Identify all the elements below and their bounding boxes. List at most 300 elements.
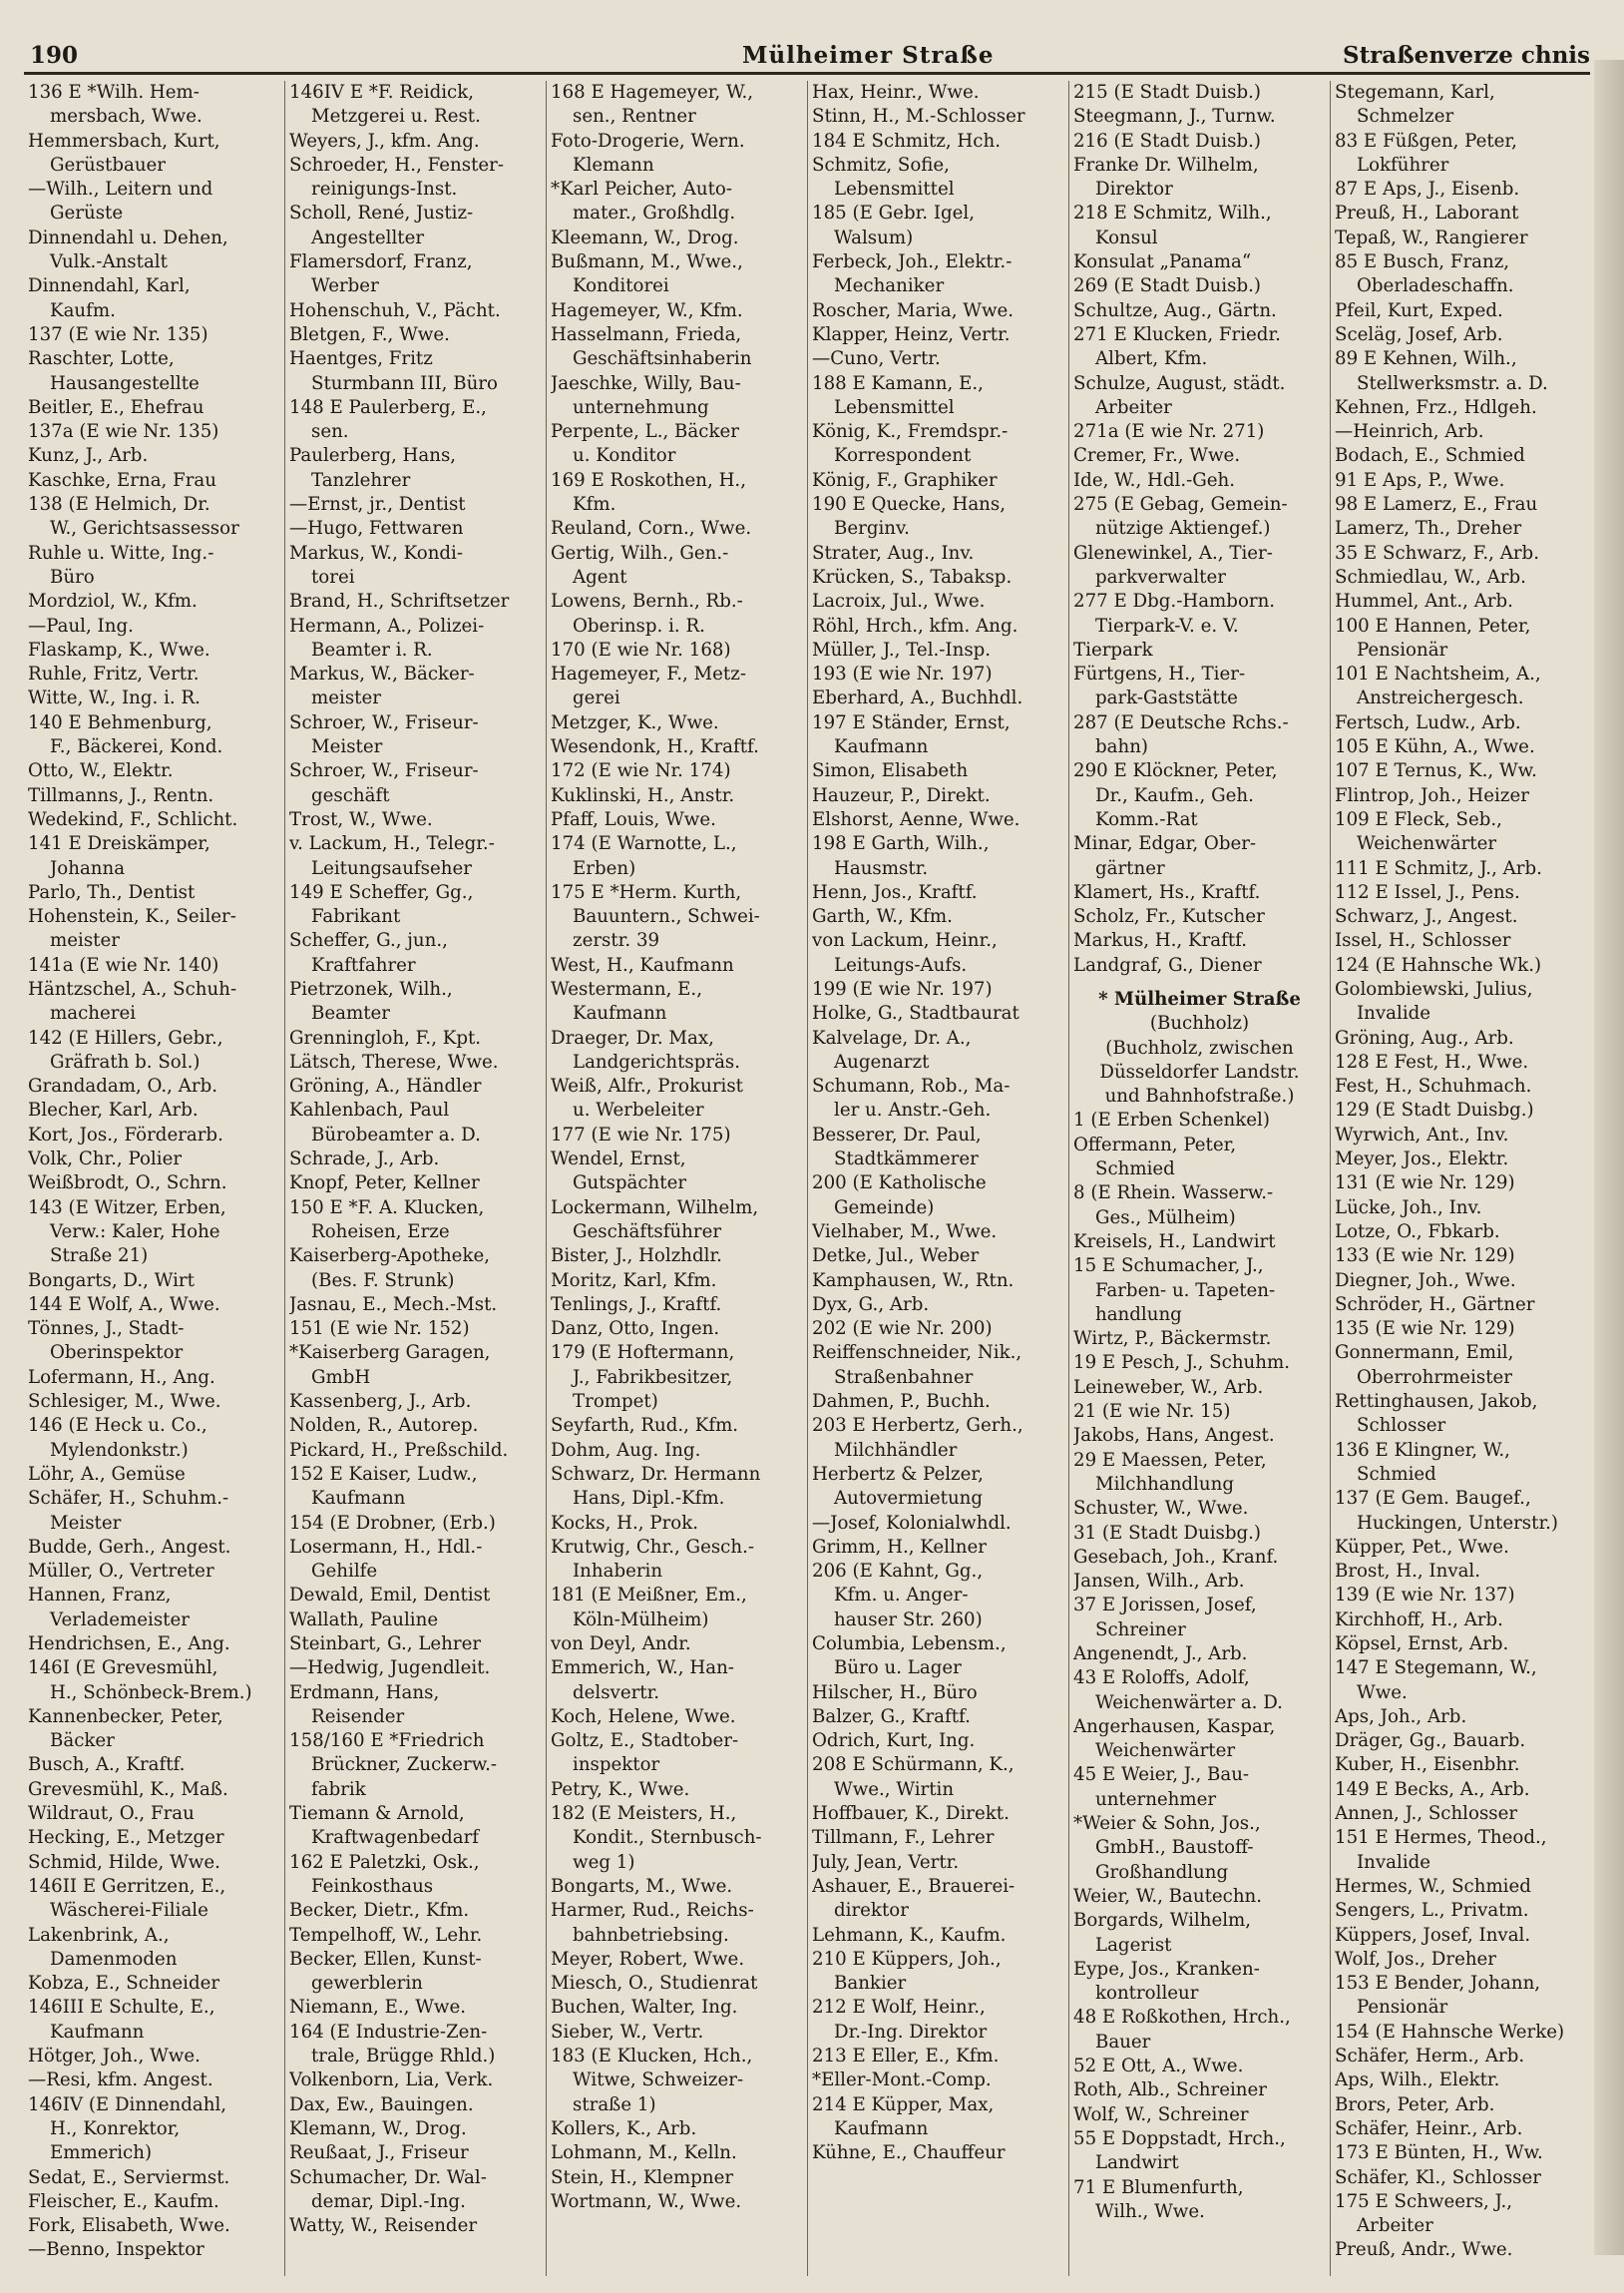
directory-columns [24, 81, 1600, 2276]
directory-entry: Ide, W., Hdl.-Geh. [1073, 469, 1236, 491]
directory-entry: Beamter [311, 1003, 390, 1025]
directory-entry: Lamerz, Th., Dreher [1335, 518, 1522, 540]
directory-entry: Hasselmann, Frieda, [551, 323, 742, 345]
directory-entry: Cremer, Fr., Wwe. [1073, 445, 1241, 467]
directory-entry: Schwarz, Dr. Hermann [551, 1463, 761, 1485]
directory-entry: 271 E Klucken, Friedr. [1073, 323, 1281, 345]
directory-entry: Hemmersbach, Kurt, [28, 130, 220, 152]
directory-entry: Schäfer, H., Schuhm.- [28, 1488, 229, 1510]
directory-entry: Invalide [1357, 1851, 1431, 1873]
directory-entry: Gertig, Wilh., Gen.- [551, 542, 729, 564]
directory-entry: Hausangestellte [50, 372, 200, 394]
directory-entry: Wäscherei-Filiale [50, 1900, 208, 1922]
directory-entry: Konsulat „Panama“ [1073, 251, 1252, 273]
directory-entry: 149 E Becks, A., Arb. [1335, 1778, 1530, 1800]
directory-entry: Lokführer [1357, 154, 1449, 176]
directory-entry: Lockermann, Wilhelm, [551, 1196, 759, 1218]
directory-entry: 8 (E Rhein. Wasserw.- [1073, 1182, 1274, 1204]
directory-entry: Erben) [573, 857, 636, 879]
column-1 [24, 81, 285, 2276]
directory-entry: Schäfer, Kl., Schlosser [1335, 2166, 1541, 2188]
directory-entry: 181 (E Meißner, Em., [551, 1585, 747, 1606]
directory-entry: Glenewinkel, A., Tier- [1073, 542, 1273, 564]
directory-entry: Sceläg, Josef, Arb. [1335, 323, 1503, 345]
directory-entry: Straße 21) [50, 1245, 149, 1267]
directory-entry: Fürtgens, H., Tier- [1073, 664, 1246, 686]
directory-entry: 153 E Bender, Johann, [1335, 1973, 1541, 1995]
directory-entry: 133 (E wie Nr. 129) [1335, 1245, 1515, 1267]
directory-entry: Köpsel, Ernst, Arb. [1335, 1633, 1509, 1654]
directory-entry: Nolden, R., Autorep. [289, 1415, 479, 1437]
directory-entry: 111 E Schmitz, J., Arb. [1335, 857, 1542, 879]
directory-entry: Pietrzonek, Wilh., [289, 978, 453, 1000]
directory-entry: Landwirt [1095, 2152, 1179, 2174]
directory-entry: Bister, J., Holzhdlr. [551, 1245, 722, 1267]
directory-entry: 148 E Paulerberg, E., [289, 396, 487, 418]
directory-entry: Wwe. [1357, 1681, 1408, 1703]
directory-entry: Tempelhoff, W., Lehr. [289, 1924, 483, 1946]
directory-entry: Emmerich, W., Han- [551, 1657, 734, 1679]
directory-entry: Straßenbahner [834, 1366, 974, 1388]
directory-entry: park-Gaststätte [1095, 688, 1238, 709]
directory-entry: Kuber, H., Eisenbhr. [1335, 1754, 1520, 1776]
directory-entry: 37 E Jorissen, Josef, [1073, 1595, 1257, 1616]
directory-entry: ler u. Anstr.-Geh. [834, 1100, 992, 1122]
directory-entry: Bodach, E., Schmied [1335, 445, 1525, 467]
directory-entry: Draeger, Dr. Max, [551, 1027, 714, 1049]
directory-entry: 183 (E Klucken, Hch., [551, 2046, 753, 2067]
directory-entry: Hausmstr. [834, 857, 929, 879]
directory-entry: 112 E Issel, J., Pens. [1335, 881, 1520, 903]
directory-entry: Hagemeyer, W., Kfm. [551, 299, 743, 321]
column-2 [285, 81, 547, 2276]
directory-entry: Wildraut, O., Frau [28, 1803, 195, 1825]
directory-entry: Gemeinde) [834, 1196, 935, 1218]
directory-entry: meister [50, 930, 120, 952]
directory-entry: Henn, Jos., Kraftf. [812, 881, 978, 903]
directory-entry: 287 (E Deutsche Rchs.- [1073, 711, 1289, 733]
directory-entry: König, K., Fremdspr.- [812, 421, 1009, 443]
directory-entry: 269 (E Stadt Duisb.) [1073, 275, 1261, 297]
directory-entry: Schmiedlau, W., Arb. [1335, 566, 1526, 588]
directory-entry: Küppers, Josef, Inval. [1335, 1924, 1531, 1946]
directory-entry: Kfm. [573, 494, 616, 516]
directory-entry: sen. [311, 421, 349, 443]
directory-entry: Fabrikant [311, 906, 401, 928]
directory-entry: 141 E Dreiskämper, [28, 833, 210, 855]
directory-entry: Roth, Alb., Schreiner [1073, 2079, 1267, 2101]
directory-entry: Haentges, Fritz [289, 348, 433, 370]
directory-entry: Seyfarth, Rud., Kfm. [551, 1415, 739, 1437]
directory-entry: 188 E Kamann, E., [812, 372, 984, 394]
directory-entry: Trompet) [573, 1391, 658, 1413]
directory-entry: Aps, Wilh., Elektr. [1335, 2069, 1500, 2091]
directory-entry: Roheisen, Erze [311, 1220, 450, 1242]
directory-entry: GmbH [311, 1366, 371, 1388]
directory-entry: Weißbrodt, O., Schrn. [28, 1172, 227, 1194]
directory-entry: Grandadam, O., Arb. [28, 1076, 218, 1098]
directory-entry: Verw.: Kaler, Hohe [50, 1220, 220, 1242]
directory-entry: Tenlings, J., Kraftf. [551, 1293, 722, 1315]
directory-entry: Reiffenschneider, Nik., [812, 1342, 1022, 1364]
directory-entry: 109 E Fleck, Seb., [1335, 808, 1502, 830]
directory-entry: Jakobs, Hans, Angest. [1073, 1425, 1275, 1447]
directory-entry: Meyer, Robert, Wwe. [551, 1948, 745, 1970]
directory-entry: Mordziol, W., Kfm. [28, 591, 198, 613]
directory-entry: Kreisels, H., Landwirt [1073, 1230, 1276, 1252]
directory-entry: 52 E Ott, A., Wwe. [1073, 2056, 1244, 2077]
directory-entry: Pensionär [1357, 639, 1448, 661]
directory-entry: Raschter, Lotte, [28, 348, 175, 370]
directory-entry: Konsul [1095, 227, 1158, 248]
directory-entry: Schmitz, Sofie, [812, 154, 950, 176]
directory-entry: Kfm. u. Anger- [834, 1585, 969, 1606]
directory-entry: Moritz, Karl, Kfm. [551, 1269, 717, 1291]
directory-entry: Kobza, E., Schneider [28, 1973, 220, 1995]
directory-entry: Grenningloh, F., Kpt. [289, 1027, 482, 1049]
directory-entry: Büro u. Lager [834, 1657, 962, 1679]
directory-entry: 168 E Hagemeyer, W., [551, 82, 754, 103]
directory-entry: Kehnen, Frz., Hdlgeh. [1335, 396, 1537, 418]
directory-entry: 139 (E wie Nr. 137) [1335, 1585, 1515, 1606]
directory-entry: 100 E Hannen, Peter, [1335, 615, 1531, 637]
directory-entry: delsvertr. [573, 1681, 660, 1703]
directory-entry: F., Bäckerei, Kond. [50, 736, 223, 758]
directory-entry: 87 E Aps, J., Eisenb. [1335, 179, 1520, 201]
directory-entry: und Bahnhofstraße.) [1104, 1086, 1295, 1108]
directory-entry: 213 E Eller, E., Kfm. [812, 2046, 1000, 2067]
column-3 [547, 81, 808, 2276]
directory-entry: 147 E Stegemann, W., [1335, 1657, 1537, 1679]
directory-entry: Dinnendahl u. Dehen, [28, 227, 228, 248]
directory-entry: GmbH., Baustoff- [1095, 1837, 1254, 1859]
directory-entry: sen., Rentner [573, 106, 696, 128]
directory-entry: Lebensmittel [834, 179, 955, 201]
directory-entry: Großhandlung [1095, 1861, 1229, 1883]
column-5 [1069, 81, 1331, 2276]
column-6 [1331, 81, 1600, 2276]
directory-entry: 136 E Klingner, W., [1335, 1439, 1510, 1461]
directory-entry: Wortmann, W., Wwe. [551, 2190, 742, 2212]
directory-entry: 144 E Wolf, A., Wwe. [28, 1293, 220, 1315]
directory-entry: Müller, J., Tel.-Insp. [812, 639, 992, 661]
directory-entry: Schroeder, H., Fenster- [289, 154, 504, 176]
directory-entry: Diegner, Joh., Wwe. [1335, 1269, 1516, 1291]
directory-entry: Kahlenbach, Paul [289, 1100, 450, 1122]
directory-entry: Blecher, Karl, Arb. [28, 1100, 199, 1122]
directory-entry: Angestellter [311, 227, 425, 248]
directory-entry: 197 E Ständer, Ernst, [812, 711, 1011, 733]
directory-entry: 193 (E wie Nr. 197) [812, 664, 993, 686]
directory-entry: Miesch, O., Studienrat [551, 1973, 758, 1995]
directory-entry: Fork, Elisabeth, Wwe. [28, 2215, 230, 2237]
directory-entry: 98 E Lamerz, E., Frau [1335, 494, 1538, 516]
directory-entry: Niemann, E., Wwe. [289, 1997, 466, 2019]
directory-entry: Kaufmann [834, 736, 929, 758]
directory-entry: bahnbetriebsing. [573, 1924, 729, 1946]
directory-entry: Metzgerei u. Rest. [311, 106, 481, 128]
directory-entry: Stadtkämmerer [834, 1148, 979, 1170]
directory-entry: Kühne, E., Chauffeur [812, 2142, 1006, 2164]
directory-entry: Pensionär [1357, 1997, 1448, 2019]
directory-entry: Bongarts, M., Wwe. [551, 1875, 733, 1897]
directory-entry: von Deyl, Andr. [551, 1633, 691, 1654]
directory-entry: Hecking, E., Metzger [28, 1827, 224, 1849]
directory-entry: Kaschke, Erna, Frau [28, 469, 216, 491]
directory-entry: Hauzeur, P., Direkt. [812, 784, 991, 806]
directory-entry: direktor [834, 1900, 909, 1922]
directory-entry: Gröning, A., Händler [289, 1076, 482, 1098]
directory-entry: H., Konrektor, [50, 2117, 181, 2139]
directory-entry: Wilh., Wwe. [1095, 2200, 1205, 2222]
directory-entry: Kaufm. [50, 299, 116, 321]
directory-entry: Ges., Mülheim) [1095, 1206, 1236, 1228]
directory-entry: 89 E Kehnen, Wilh., [1335, 348, 1517, 370]
directory-entry: 169 E Roskothen, H., [551, 469, 746, 491]
directory-entry: Hendrichsen, E., Ang. [28, 1633, 230, 1654]
directory-entry: 43 E Roloffs, Adolf, [1073, 1667, 1250, 1689]
directory-entry: Arbeiter [1095, 396, 1172, 418]
directory-entry: Dewald, Emil, Dentist [289, 1585, 491, 1606]
directory-entry: 141a (E wie Nr. 140) [28, 954, 219, 976]
directory-entry: 206 (E Kahnt, Gg., [812, 1561, 984, 1583]
directory-entry: 45 E Weier, J., Bau- [1073, 1764, 1250, 1786]
directory-entry: —Resi, kfm. Angest. [28, 2069, 213, 2091]
directory-entry: Garth, W., Kfm. [812, 906, 953, 928]
directory-entry: 200 (E Katholische [812, 1172, 987, 1194]
directory-entry: 172 (E wie Nr. 174) [551, 760, 731, 782]
directory-entry: Lohmann, M., Kelln. [551, 2142, 737, 2164]
directory-entry: Lowens, Bernh., Rb.- [551, 591, 743, 613]
directory-entry: Kannenbecker, Peter, [28, 1705, 223, 1727]
directory-entry: Häntzschel, A., Schuh- [28, 978, 237, 1000]
directory-entry: Schulze, August, städt. [1073, 372, 1286, 394]
directory-entry: Düsseldorfer Landstr. [1099, 1061, 1300, 1083]
directory-entry: 164 (E Industrie-Zen- [289, 2021, 488, 2043]
directory-entry: Hötger, Joh., Wwe. [28, 2046, 201, 2067]
directory-entry: (Buchholz, zwischen [1105, 1037, 1294, 1059]
directory-entry: Pfeil, Kurt, Exped. [1335, 299, 1503, 321]
directory-entry: 137 (E wie Nr. 135) [28, 323, 208, 345]
directory-entry: Borgards, Wilhelm, [1073, 1910, 1252, 1932]
directory-entry: Dinnendahl, Karl, [28, 275, 191, 297]
directory-entry: Gutspächter [573, 1172, 687, 1194]
directory-entry: Landgraf, G., Diener [1073, 954, 1262, 976]
directory-entry: Hagemeyer, F., Metz- [551, 664, 746, 686]
directory-entry: Gröning, Aug., Arb. [1335, 1027, 1514, 1049]
directory-entry: Kaufmann [834, 2117, 929, 2139]
street-title: Mülheimer Straße [742, 42, 995, 69]
directory-entry: Geschäftsinhaberin [573, 348, 752, 370]
directory-entry: Fertsch, Ludw., Arb. [1335, 711, 1521, 733]
directory-entry: Anstreichergesch. [1357, 688, 1524, 709]
directory-entry: Hermes, W., Schmied [1335, 1875, 1531, 1897]
directory-entry: Brost, H., Inval. [1335, 1561, 1481, 1583]
directory-entry: Danz, Otto, Ingen. [551, 1318, 720, 1340]
directory-entry: Johanna [50, 857, 126, 879]
directory-entry: Schumacher, Dr. Wal- [289, 2166, 487, 2188]
directory-entry: Schreiner [1095, 1618, 1186, 1640]
directory-entry: Dohm, Aug. Ing. [551, 1439, 701, 1461]
directory-entry: 83 E Füßgen, Peter, [1335, 130, 1517, 152]
directory-entry: 142 (E Hillers, Gebr., [28, 1027, 223, 1049]
directory-entry: —Paul, Ing. [28, 615, 134, 637]
directory-entry: Hummel, Ant., Arb. [1335, 591, 1513, 613]
directory-entry: Franke Dr. Wilhelm, [1073, 154, 1259, 176]
directory-entry: Besserer, Dr. Paul, [812, 1124, 982, 1146]
directory-entry: Annen, J., Schlosser [1335, 1803, 1518, 1825]
directory-entry: Lätsch, Therese, Wwe. [289, 1051, 499, 1073]
directory-entry: Schröder, H., Gärtner [1335, 1293, 1535, 1315]
directory-entry: Scholz, Fr., Kutscher [1073, 906, 1265, 928]
directory-entry: 275 (E Gebag, Gemein- [1073, 494, 1288, 516]
directory-entry: 91 E Aps, P., Wwe. [1335, 469, 1505, 491]
directory-entry: Berginv. [834, 518, 910, 540]
directory-entry: handlung [1095, 1303, 1182, 1325]
directory-entry: Sieber, W., Vertr. [551, 2021, 704, 2043]
directory-entry: Mylendonkstr.) [50, 1439, 189, 1461]
directory-entry: Offermann, Peter, [1073, 1134, 1237, 1155]
directory-entry: Gesebach, Joh., Kranf. [1073, 1546, 1279, 1568]
directory-entry: Lacroix, Jul., Wwe. [812, 591, 986, 613]
directory-entry: Kraftwagenbedarf [311, 1827, 480, 1849]
directory-entry: Lebensmittel [834, 396, 955, 418]
directory-entry: Otto, W., Elektr. [28, 760, 174, 782]
directory-entry: Bürobeamter a. D. [311, 1124, 481, 1146]
directory-entry: fabrik [311, 1778, 366, 1800]
directory-entry: Oberinsp. i. R. [573, 615, 705, 637]
directory-entry: Inhaberin [573, 1561, 663, 1583]
directory-entry: bahn) [1095, 736, 1149, 758]
directory-entry: —Benno, Inspektor [28, 2239, 204, 2261]
directory-entry: Gerüstbauer [50, 154, 166, 176]
directory-entry: Ruhle u. Witte, Ing.- [28, 542, 214, 564]
directory-entry: Schlesiger, M., Wwe. [28, 1391, 221, 1413]
directory-entry: gärtner [1095, 857, 1165, 879]
directory-entry: u. Konditor [573, 445, 676, 467]
directory-entry: Roscher, Maria, Wwe. [812, 299, 1015, 321]
page-header [24, 38, 1590, 75]
directory-entry: Eberhard, A., Buchhdl. [812, 688, 1023, 709]
directory-entry: Strater, Aug., Inv. [812, 542, 975, 564]
directory-entry: Klamert, Hs., Kraftf. [1073, 881, 1261, 903]
directory-entry: 151 (E wie Nr. 152) [289, 1318, 470, 1340]
directory-entry: kontrolleur [1095, 1983, 1199, 2005]
directory-entry: Schmid, Hilde, Wwe. [28, 1851, 220, 1873]
directory-entry: Buchen, Walter, Ing. [551, 1997, 738, 2019]
directory-entry: Schmied [1357, 1463, 1436, 1485]
directory-entry: Scheffer, G., jun., [289, 930, 448, 952]
directory-entry: —Josef, Kolonialwhdl. [812, 1512, 1012, 1534]
directory-entry: zerstr. 39 [573, 930, 660, 952]
directory-entry: Wesendonk, H., Kraftf. [551, 736, 759, 758]
directory-entry: J., Fabrikbesitzer, [573, 1366, 733, 1388]
directory-entry: Wallath, Pauline [289, 1608, 439, 1630]
directory-entry: Knopf, Peter, Kellner [289, 1172, 480, 1194]
directory-entry: 146III E Schulte, E., [28, 1997, 215, 2019]
directory-entry: Huckingen, Unterstr.) [1357, 1512, 1559, 1534]
directory-entry: Parlo, Th., Dentist [28, 881, 196, 903]
directory-entry: Becker, Ellen, Kunst- [289, 1948, 482, 1970]
directory-entry: gerei [573, 688, 620, 709]
directory-entry: Hermann, A., Polizei- [289, 615, 485, 637]
directory-entry: reinigungs-Inst. [311, 179, 458, 201]
directory-entry: Koch, Helene, Wwe. [551, 1705, 736, 1727]
directory-entry: hauser Str. 260) [834, 1608, 983, 1630]
directory-entry: Jansen, Wilh., Arb. [1073, 1571, 1245, 1593]
directory-entry: Bongarts, D., Wirt [28, 1269, 195, 1291]
directory-entry: Preuß, H., Laborant [1335, 203, 1519, 225]
directory-entry: Dr.-Ing. Direktor [834, 2021, 988, 2043]
directory-entry: Oberrohrmeister [1357, 1366, 1512, 1388]
directory-entry: Aps, Joh., Arb. [1335, 1705, 1467, 1727]
directory-entry: 19 E Pesch, J., Schuhm. [1073, 1352, 1290, 1374]
directory-entry: Weiß, Alfr., Prokurist [551, 1076, 743, 1098]
directory-entry: Kocks, H., Prok. [551, 1512, 699, 1534]
directory-entry: —Hedwig, Jugendleit. [289, 1657, 491, 1679]
directory-entry: Kleemann, W., Drog. [551, 227, 739, 248]
directory-entry: July, Jean, Vertr. [812, 1851, 960, 1873]
directory-entry: Schroer, W., Friseur- [289, 711, 479, 733]
directory-entry: 179 (E Hoftermann, [551, 1342, 735, 1364]
directory-entry: Golombiewski, Julius, [1335, 978, 1533, 1000]
directory-entry: 173 E Bünten, H., Ww. [1335, 2142, 1543, 2164]
directory-entry: Damenmoden [50, 1948, 178, 1970]
directory-entry: u. Werbeleiter [573, 1100, 704, 1122]
directory-entry: Stein, H., Klempner [551, 2166, 734, 2188]
directory-entry: 101 E Nachtsheim, A., [1335, 664, 1541, 686]
directory-entry: meister [311, 688, 381, 709]
directory-entry: Steegmann, J., Turnw. [1073, 106, 1276, 128]
directory-entry: Lehmann, K., Kaufm. [812, 1924, 1007, 1946]
directory-entry: torei [311, 566, 355, 588]
directory-entry: Wendel, Ernst, [551, 1148, 686, 1170]
directory-entry: 218 E Schmitz, Wilh., [1073, 203, 1272, 225]
directory-entry: 146I (E Grevesmühl, [28, 1657, 218, 1679]
directory-entry: 136 E *Wilh. Hem- [28, 82, 200, 103]
directory-entry: Petry, K., Wwe. [551, 1778, 690, 1800]
directory-entry: Krutwig, Chr., Gesch.- [551, 1536, 755, 1558]
directory-entry: Kuklinski, H., Anstr. [551, 784, 735, 806]
directory-entry: Krücken, S., Tabaksp. [812, 566, 1013, 588]
directory-entry: Kaufmann [50, 2021, 145, 2043]
directory-entry: 137 (E Gem. Baugef., [1335, 1488, 1531, 1510]
directory-entry: Bauuntern., Schwei- [573, 906, 760, 928]
directory-entry: Lotze, O., Fbkarb. [1335, 1220, 1500, 1242]
directory-entry: W., Gerichtsassessor [50, 518, 239, 540]
directory-entry: Landgerichtspräs. [573, 1051, 741, 1073]
directory-entry: Herbertz & Pelzer, [812, 1463, 984, 1485]
directory-entry: Milchhandlung [1095, 1473, 1234, 1495]
directory-entry: 131 (E wie Nr. 129) [1335, 1172, 1515, 1194]
directory-entry: Paulerberg, Hans, [289, 445, 457, 467]
directory-entry: Metzger, K., Wwe. [551, 711, 719, 733]
directory-entry: Dräger, Gg., Bauarb. [1335, 1730, 1526, 1752]
directory-entry: Volk, Chr., Polier [28, 1148, 183, 1170]
directory-entry: Bußmann, M., Wwe., [551, 251, 743, 273]
directory-entry: unternehmung [573, 396, 709, 418]
directory-entry: Kirchhoff, H., Arb. [1335, 1608, 1503, 1630]
directory-entry: Weichenwärter a. D. [1095, 1691, 1283, 1713]
directory-entry: 149 E Scheffer, Gg., [289, 881, 474, 903]
directory-entry: Pickard, H., Preßschild. [289, 1439, 509, 1461]
directory-entry: Scholl, René, Justiz- [289, 203, 474, 225]
directory-entry: Tierpark [1073, 639, 1153, 661]
directory-entry: 215 (E Stadt Duisb.) [1073, 82, 1261, 103]
directory-entry: Preuß, Andr., Wwe. [1335, 2239, 1513, 2261]
directory-entry: 175 E *Herm. Kurth, [551, 881, 742, 903]
directory-entry: 212 E Wolf, Heinr., [812, 1997, 986, 2019]
